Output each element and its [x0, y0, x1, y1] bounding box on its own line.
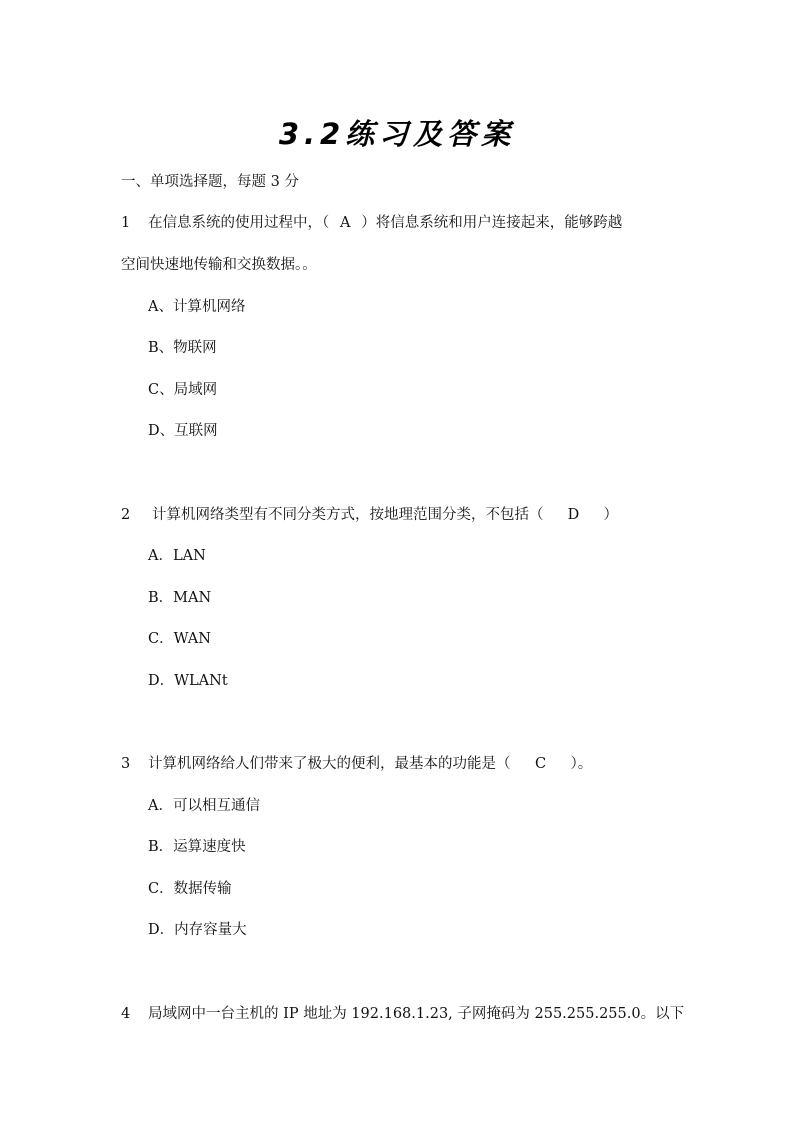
- question-text-continued: 空间快速地传输和交换数据。。: [121, 257, 317, 273]
- question-text: [148, 754, 592, 774]
- question-text: 局域网中一台主机的 IP 地址为 192.168.1.23, 子网掩码为 255.255.255.0。以下: [148, 1006, 685, 1022]
- question-number: 1: [121, 215, 131, 231]
- question-text-after: ）: [603, 507, 618, 523]
- question-text-before: 计算机网络类型有不同分类方式，按地理范围分类，不包括（: [152, 507, 544, 523]
- answer-letter: C: [534, 756, 547, 772]
- question-text: [148, 213, 622, 233]
- option-a: A、计算机网络: [148, 299, 246, 315]
- option-c: C．数据传输: [148, 881, 232, 897]
- option-b: B．运算速度快: [148, 839, 246, 855]
- option-d: D．内存容量大: [148, 922, 247, 938]
- option-b: B、物联网: [148, 340, 217, 356]
- option-b: B．MAN: [148, 590, 212, 606]
- section-heading: 一、单项选择题，每题 3 分: [121, 174, 299, 190]
- question-text: [152, 505, 618, 525]
- question-number: 3: [121, 756, 131, 772]
- question-text-after: ）。: [570, 756, 593, 772]
- option-c: C．WAN: [148, 631, 211, 647]
- question-text-before: 在信息系统的使用过程中，（: [148, 215, 330, 231]
- question-text-before: 计算机网络给人们带来了极大的便利，最基本的功能是（: [148, 756, 511, 772]
- option-c: C、局域网: [148, 382, 218, 398]
- question-number: 4: [121, 1006, 131, 1022]
- option-a: A．LAN: [148, 548, 206, 564]
- page-title: 3.2练习及答案: [278, 117, 516, 151]
- answer-letter: A: [340, 215, 351, 231]
- question-number: 2: [121, 507, 131, 523]
- option-a: A．可以相互通信: [148, 798, 260, 814]
- option-d: D．WLANt: [148, 673, 228, 689]
- question-text-after: ）将信息系统和用户连接起来，能够跨越: [361, 215, 623, 231]
- answer-letter: D: [567, 507, 580, 523]
- option-d: D、互联网: [148, 423, 218, 439]
